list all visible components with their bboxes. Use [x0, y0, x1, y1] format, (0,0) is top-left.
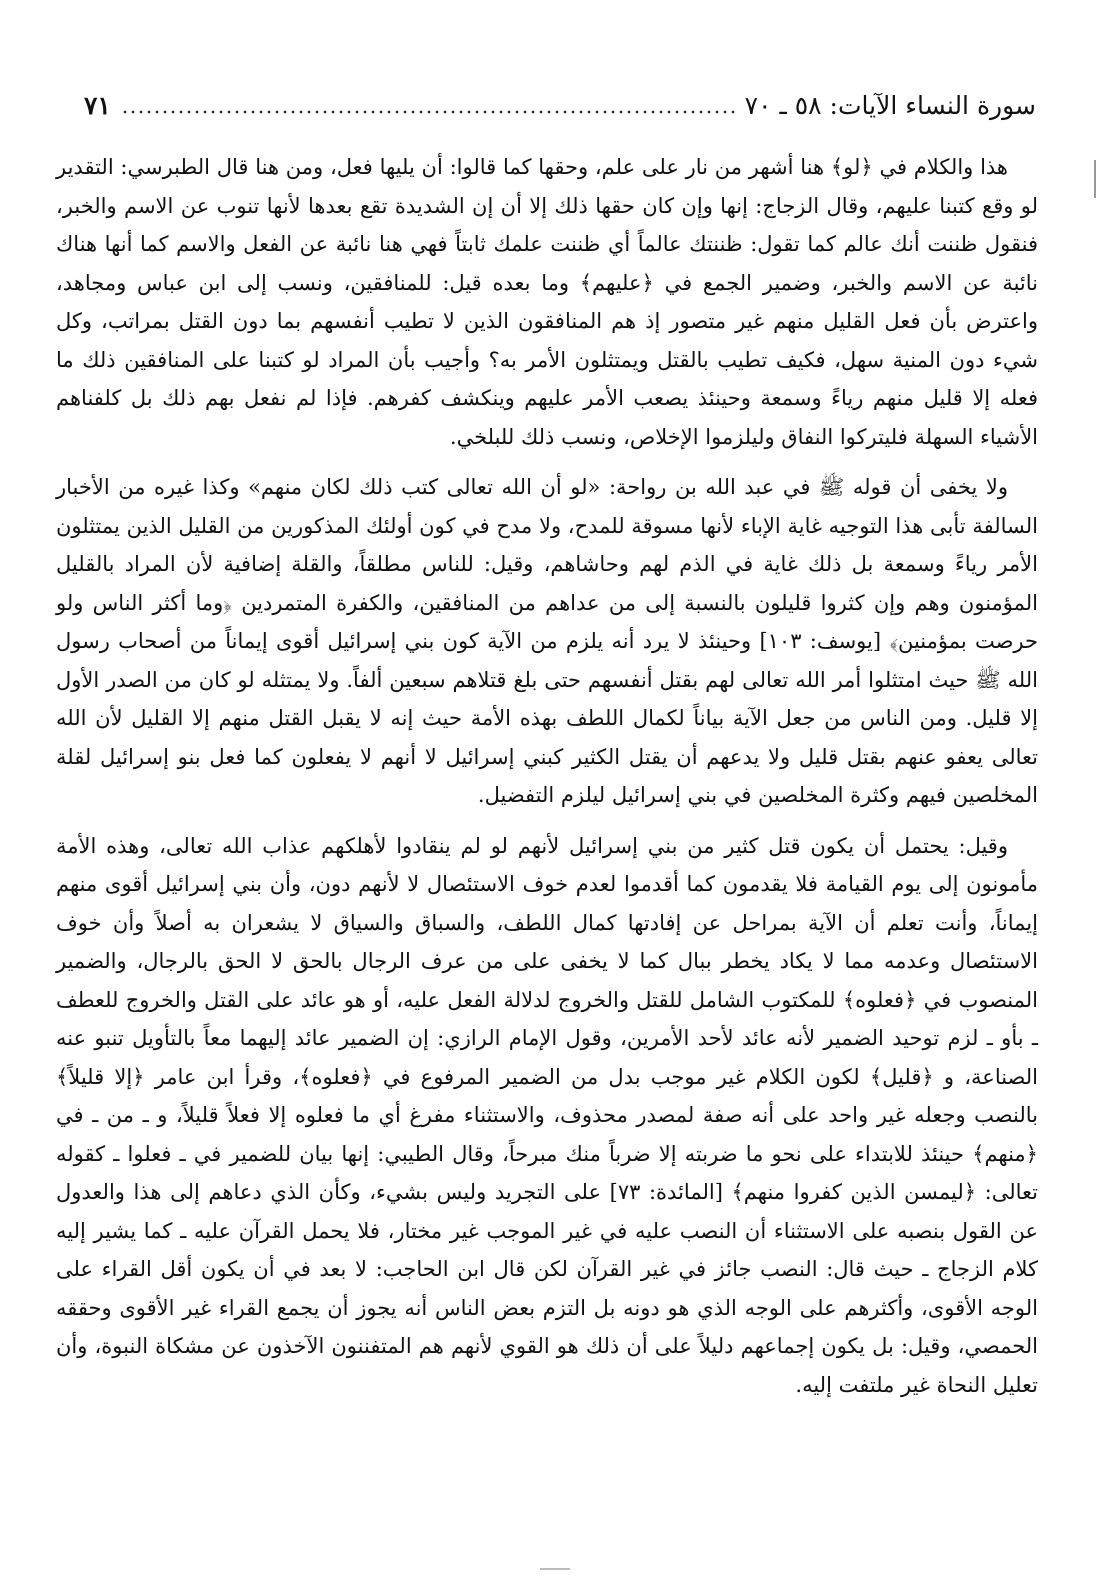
scan-bottom-mark: [540, 1568, 570, 1570]
paragraph: هذا والكلام في ﴿لو﴾ هنا أشهر من نار على علم، وحقها كما قالوا: أن يليها فعل، ومن هنا قال الطبرسي: التقدير لو وقع كتبنا عليهم، وقال الزجاج: إنها وإن كان حقها ذلك إلا أن إن الشديدة تقع بعدها لأنها تنوب عن الاسم والخبر، فنقول ظننت أنك عالم كما تقول: ظننتك عالماً أي ظننت علمك ثابتاً فهي هنا نائبة عن الفعل والاسم كما أنها هناك نائبة عن الاسم والخبر، وضمير الجمع في ﴿عليهم﴾ وما بعده قيل: للمنافقين، ونسب إلى ابن عباس ومجاهد، واعترض بأن فعل القليل منهم غير متصور إذ هم المنافقون الذين لا تطيب أنفسهم بما دون القتل بمراتب، وكل شيء دون المنية سهل، فكيف تطيب بالقتل ويمتثلون الأمر به؟ وأجيب بأن المراد لو كتبنا على المنافقين ذلك ما فعله إلا قليل منهم رياءً وسمعة وحينئذ يصعب الأمر عليهم وينكشف كفرهم. فإذا لم نفعل بهم ذلك بل كلفناهم الأشياء السهلة فليتركوا النفاق وليلزموا الإخلاص، ونسب ذلك للبلخي.: [56, 155, 1038, 449]
running-header: [84, 86, 1036, 126]
scan-edge-mark: [1094, 160, 1096, 198]
header-leader-dots: [121, 108, 735, 116]
body-text: [56, 148, 1038, 1416]
page-number: ٧١: [84, 91, 111, 120]
header-title: سورة النساء الآيات: ٥٨ ـ ٧٠: [744, 91, 1036, 120]
paragraph: ولا يخفى أن قوله ﷺ في عبد الله بن رواحة: «لو أن الله تعالى كتب ذلك لكان منهم» وكذا غيره من الأخبار السالفة تأبى هذا التوجيه غاية الإباء لأنها مسوقة للمدح، ولا مدح في كون أولئك المذكورين من القليل الذين يمتثلون الأمر رياءً وسمعة بل ذلك غاية في الذم لهم وحاشاهم، وقيل: للناس مطلقاً، والقلة إضافية لأن المراد بالقليل المؤمنون وهم وإن كثروا قليلون بالنسبة إلى من عداهم من المنافقين، والكفرة المتمردين ﴿وما أكثر الناس ولو حرصت بمؤمنين﴾ [يوسف: ١٠٣] وحينئذ لا يرد أنه يلزم من الآية كون بني إسرائيل أقوى إيماناً من أصحاب رسول الله ﷺ حيث امتثلوا أمر الله تعالى لهم بقتل أنفسهم حتى بلغ قتلاهم سبعين ألفاً. ولا يمتثله لو كان من الصدر الأول إلا قليل. ومن الناس من جعل الآية بياناً لكمال اللطف بهذه الأمة حيث إنه لا يقبل القتل منهم إلا القليل لأن الله تعالى يعفو عنهم بقتل قليل ولا يدعهم أن يقتل الكثير كبني إسرائيل لا أنهم لا يفعلون كما فعل بنو إسرائيل لقلة المخلصين فيهم وكثرة المخلصين في بني إسرائيل ليلزم التفضيل.: [56, 475, 1038, 807]
paragraph: وقيل: يحتمل أن يكون قتل كثير من بني إسرائيل لأنهم لو لم ينقادوا لأهلكهم عذاب الله تعالى، وهذه الأمة مأمونون إلى يوم القيامة فلا يقدمون كما أقدموا لعدم خوف الاستئصال لا لأنهم دون، وأن بني إسرائيل أقوى منهم إيماناً، وأنت تعلم أن الآية بمراحل عن إفادتها كمال اللطف، والسباق والسياق لا يشعران به أصلاً وأن خوف الاستئصال وعدمه مما لا يكاد يخطر ببال كما لا يخفى على من عرف الرجال بالحق لا الحق بالرجال، والضمير المنصوب في ﴿فعلوه﴾ للمكتوب الشامل للقتل والخروج لدلالة الفعل عليه، أو هو عائد على القتل والخروج للعطف ـ بأو ـ لزم توحيد الضمير لأنه عائد لأحد الأمرين، وقول الإمام الرازي: إن الضمير عائد إليهما معاً بالتأويل تنبو عنه الصناعة، و ﴿قليل﴾ لكون الكلام غير موجب بدل من الضمير المرفوع في ﴿فعلوه﴾، وقرأ ابن عامر ﴿إلا قليلاً﴾ بالنصب وجعله غير واحد على أنه صفة لمصدر محذوف، والاستثناء مفرغ أي ما فعلوه إلا فعلاً قليلاً، و ـ من ـ في ﴿منهم﴾ حينئذ للابتداء على نحو ما ضربته إلا ضرباً منك مبرحاً، وقال الطيبي: إنها بيان للضمير في ـ فعلوا ـ كقوله تعالى: ﴿ليمسن الذين كفروا منهم﴾ [المائدة: ٧٣] على التجريد وليس بشيء، وكأن الذي دعاهم إلى هذا والعدول عن القول بنصبه على الاستثناء أن النصب عليه في غير الموجب غير مختار، فلا يحمل القرآن عليه ـ كما يشير إليه كلام الزجاج ـ حيث قال: النصب جائز في غير القرآن لكن قال ابن الحاجب: لا بعد في أن يكون أقل القراء على الوجه الأقوى، وأكثرهم على الوجه الذي هو دونه بل التزم بعض الناس أنه يجوز أن يجمع القراء غير الأقوى وحققه الحمصي، وقيل: بل يكون إجماعهم دليلاً على أن ذلك هو القوي لأنهم هم المتفننون الآخذون عن مشكاة النبوة، وأن تعليل النحاة غير ملتفت إليه.: [56, 833, 1038, 1397]
